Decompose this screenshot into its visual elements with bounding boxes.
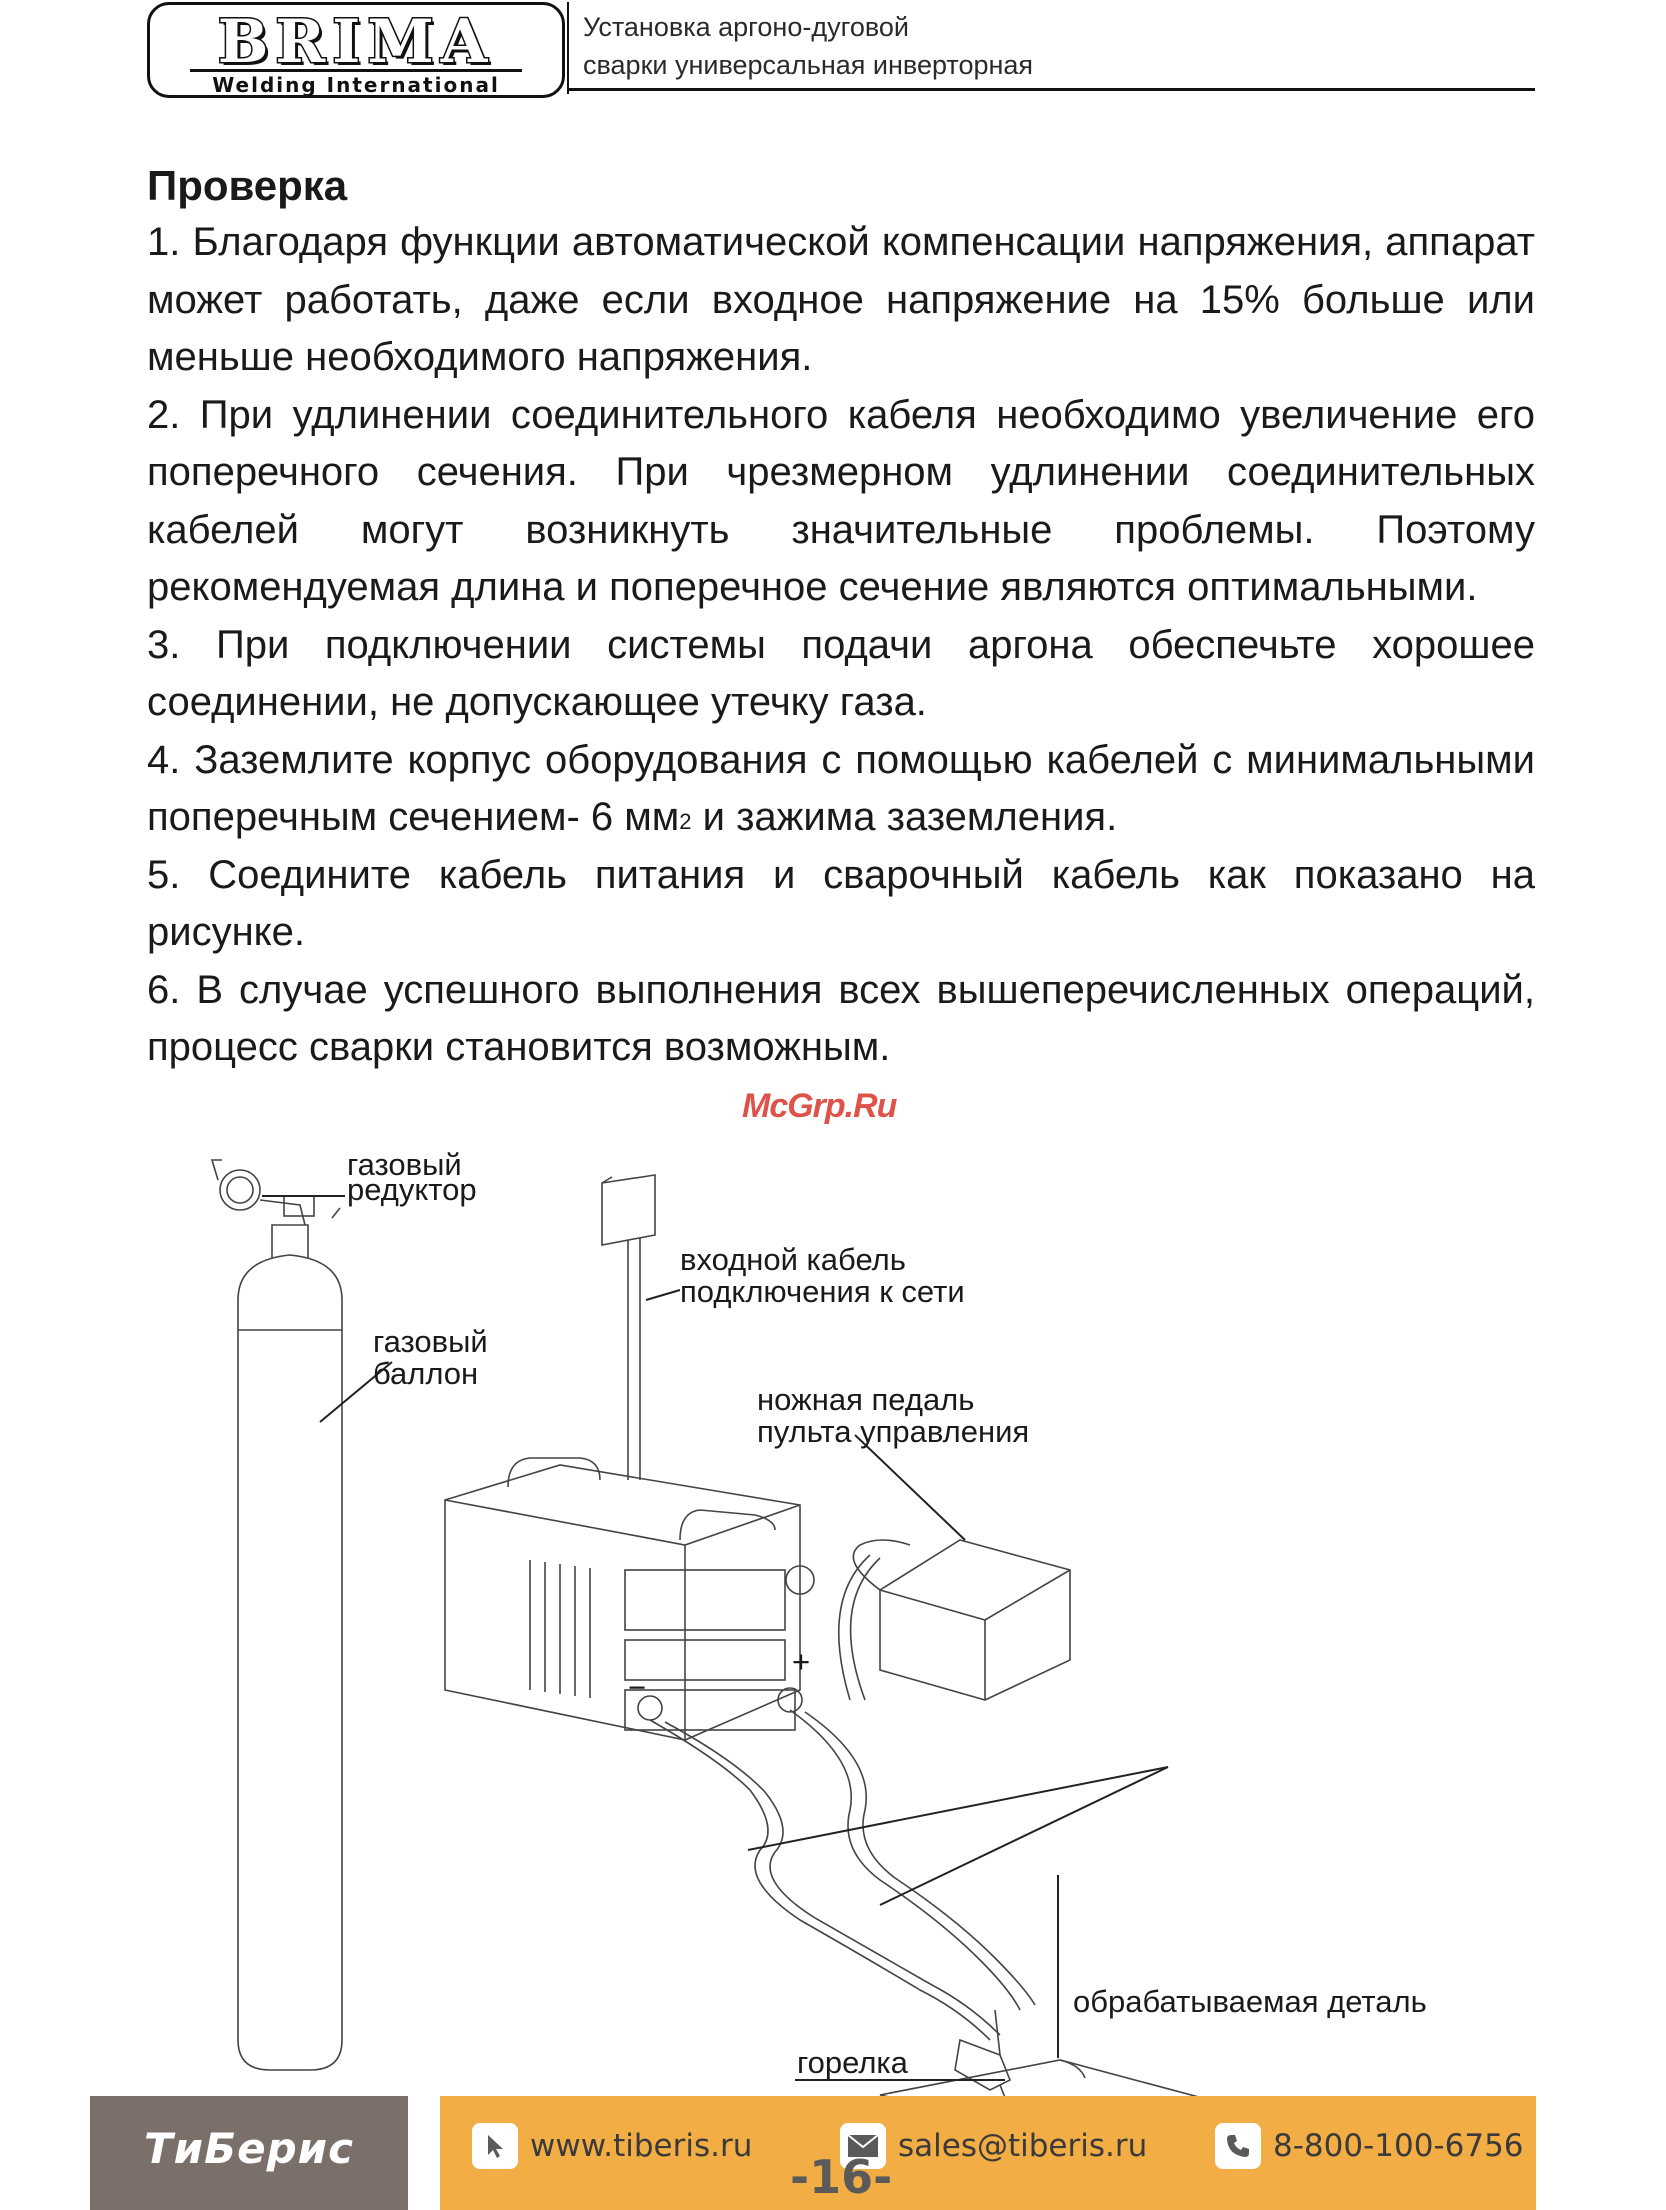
email-text[interactable]: sales@tiberis.ru <box>898 2128 1148 2164</box>
phone-text[interactable]: 8-800-100-6756 <box>1273 2128 1524 2164</box>
check-item-2: 2. При удлинении соединительного кабеля необходимо увеличение его поперечного сечения. При чрезмерном удлинении соединительных кабелей могут возникнуть значительные проблемы. Поэтому рекомендуемая длина и поперечное сечение являются оптимальными. <box>147 392 1535 609</box>
label-pedal-1: ножная педаль <box>757 1382 975 1417</box>
label-cylinder-2: баллон <box>373 1356 479 1391</box>
footer-phone[interactable] <box>1215 2118 1524 2174</box>
label-input-cable-2: подключения к сети <box>680 1274 965 1309</box>
label-reducer-1: газовый <box>347 1147 462 1182</box>
label-cylinder-1: газовый <box>373 1324 488 1359</box>
page-number: -16- <box>790 2150 893 2204</box>
label-minus: − <box>628 1670 647 1705</box>
welding-cables-drawing <box>650 1710 1035 2040</box>
header-title <box>583 8 1033 84</box>
torch-drawing <box>955 2010 1010 2100</box>
check-item-1: 1. Благодаря функции автоматической компенсации напряжения, аппарат может работать, даже если входное напряжение на 15% больше или меньше необходимого напряжения. <box>147 220 1535 379</box>
check-item-3: 3. При подключении системы подачи аргона обеспечьте хорошее соединении, не допускающее утечку газа. <box>147 622 1535 724</box>
footer-brand-block <box>90 2096 408 2210</box>
section-heading: Проверка <box>147 162 348 209</box>
footer-website[interactable] <box>472 2118 752 2174</box>
check-item-6: 6. В случае успешного выполнения всех вышеперечисленных операций, процесс сварки становится возможным. <box>147 967 1535 1069</box>
connection-diagram <box>0 1140 1666 2100</box>
logo-subtitle: Welding International <box>190 69 522 98</box>
wall-socket-drawing <box>602 1175 655 1480</box>
label-plus: + <box>792 1644 811 1679</box>
check-item-4-text: 4. Заземлите корпус оборудования с помощью кабелей с минимальными поперечным сечением- 6 мм <box>147 737 1535 839</box>
header-title-line2: сварки универсальная инверторная <box>583 50 1034 80</box>
check-item-4-tail: и зажима заземления. <box>691 795 1118 839</box>
gas-reducer-drawing <box>212 1160 340 1225</box>
website-text[interactable]: www.tiberis.ru <box>530 2128 753 2164</box>
header-rule <box>567 88 1535 91</box>
header-title-line1: Установка аргоно-дуговой <box>583 12 910 42</box>
label-pedal-2: пульта управления <box>757 1414 1030 1449</box>
label-input-cable-1: входной кабель <box>680 1242 906 1277</box>
label-reducer-2: редуктор <box>347 1172 477 1207</box>
footer-contacts <box>440 2096 1536 2210</box>
check-item-5: 5. Соедините кабель питания и сварочный кабель как показано на рисунке. <box>147 852 1535 954</box>
document-body <box>147 158 1535 1077</box>
phone-icon <box>1215 2123 1261 2169</box>
cursor-icon <box>472 2123 518 2169</box>
foot-pedal-drawing <box>839 1540 1070 1700</box>
brand-logo <box>147 2 565 98</box>
footer-brand-name: ТиБерис <box>144 2124 354 2173</box>
label-torch: горелка <box>797 2045 908 2080</box>
header-divider <box>567 2 569 94</box>
check-item-4 <box>147 732 1535 847</box>
label-workpiece: обрабатываемая деталь <box>1073 1984 1427 2019</box>
watermark: McGrp.Ru <box>742 1087 897 1125</box>
check-item-4-superscript: 2 <box>679 809 692 834</box>
gas-cylinder-drawing <box>238 1225 342 2070</box>
logo-word: BRIMA <box>217 7 495 77</box>
